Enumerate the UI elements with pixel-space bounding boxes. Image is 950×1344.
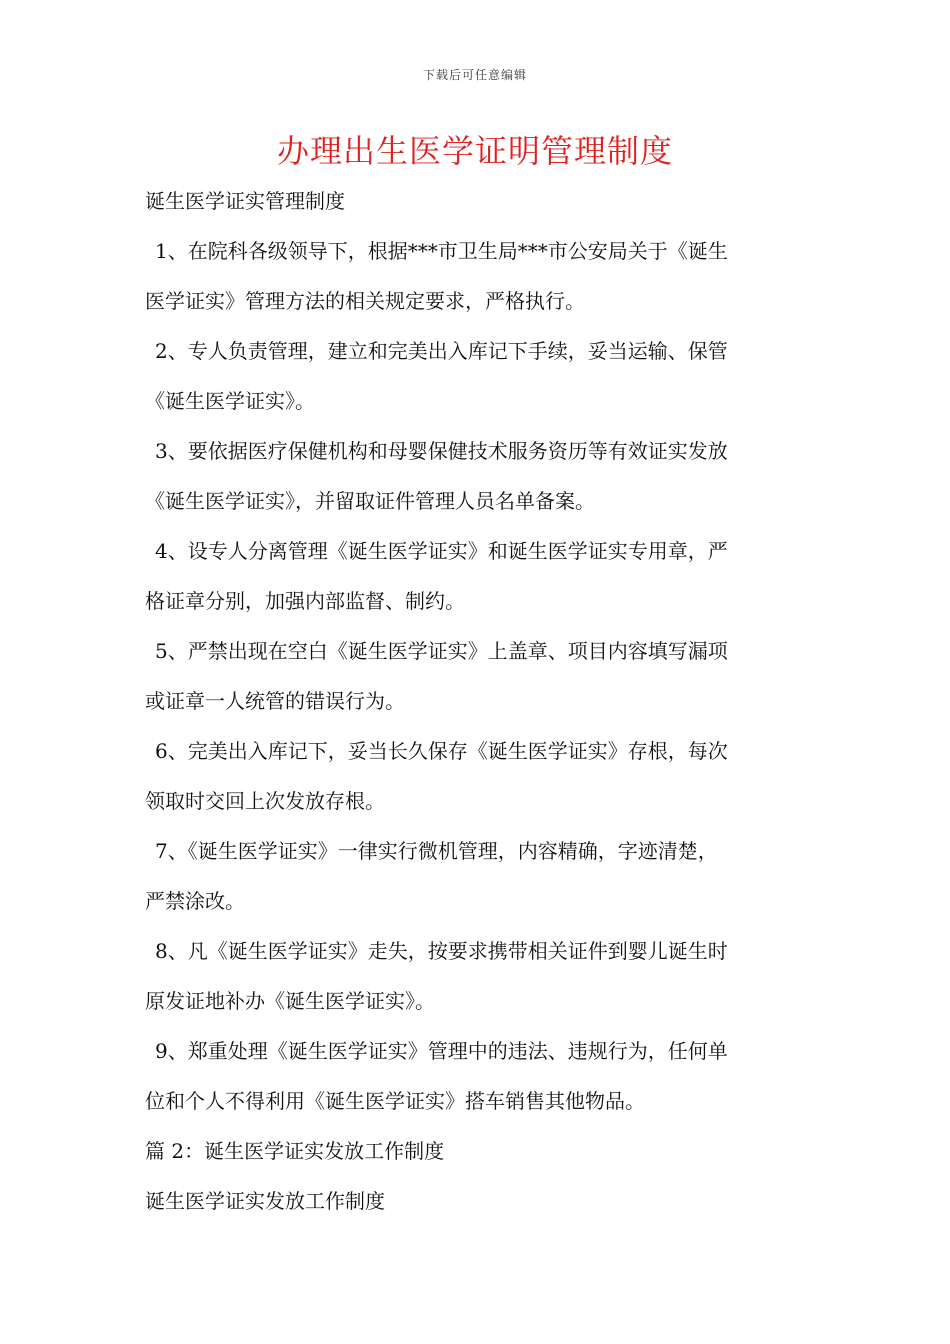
item-9-line-2: 位和个人不得利用《诞生医学证实》搭车销售其他物品。	[145, 1089, 645, 1113]
item-7-line-1: 7、《诞生医学证实》一律实行微机管理，内容精确，字迹清楚，	[155, 839, 718, 863]
document-title: 办理出生医学证明管理制度	[276, 132, 673, 170]
item-6-line-2: 领取时交回上次发放存根。	[145, 789, 385, 813]
item-3-line-2: 《诞生医学证实》，并留取证件管理人员名单备案。	[145, 489, 595, 513]
item-4-line-2: 格证章分别，加强内部监督、制约。	[145, 589, 465, 613]
section-2-subtitle: 诞生医学证实发放工作制度	[145, 1189, 385, 1213]
item-5-line-2: 或证章一人统管的错误行为。	[145, 689, 405, 713]
document-body	[145, 176, 810, 1226]
item-4-line-1: 4、设专人分离管理《诞生医学证实》和诞生医学证实专用章，严	[155, 539, 728, 563]
item-8-line-2: 原发证地补办《诞生医学证实》。	[145, 989, 435, 1013]
item-6-line-1: 6、完美出入库记下，妥当长久保存《诞生医学证实》存根，每次	[155, 739, 728, 763]
item-1-line-2: 医学证实》管理方法的相关规定要求，严格执行。	[145, 289, 585, 313]
section-2-heading: 篇 2：诞生医学证实发放工作制度	[145, 1139, 445, 1163]
header-note: 下载后可任意编辑	[422, 68, 527, 82]
item-3-line-1: 3、要依据医疗保健机构和母婴保健技术服务资历等有效证实发放	[155, 439, 728, 463]
item-2-line-1: 2、专人负责管理，建立和完美出入库记下手续，妥当运输、保管	[155, 339, 728, 363]
item-9-line-1: 9、郑重处理《诞生医学证实》管理中的违法、违规行为，任何单	[155, 1039, 728, 1063]
section-subtitle: 诞生医学证实管理制度	[145, 189, 345, 213]
item-8-line-1: 8、凡《诞生医学证实》走失，按要求携带相关证件到婴儿诞生时	[155, 939, 728, 963]
item-2-line-2: 《诞生医学证实》。	[145, 389, 315, 413]
item-5-line-1: 5、严禁出现在空白《诞生医学证实》上盖章、项目内容填写漏项	[155, 639, 728, 663]
item-7-line-2: 严禁涂改。	[145, 889, 245, 913]
item-1-line-1: 1、在院科各级领导下，根据***市卫生局***市公安局关于《诞生	[155, 239, 728, 263]
